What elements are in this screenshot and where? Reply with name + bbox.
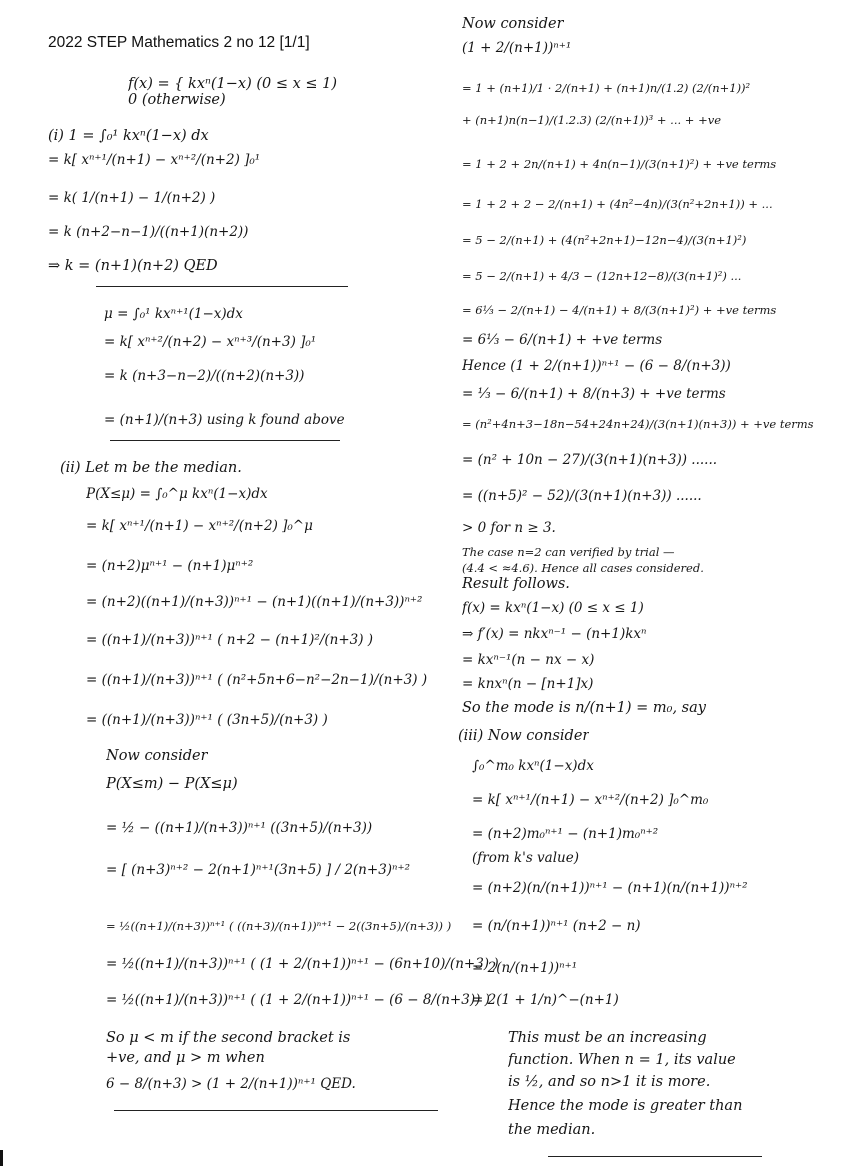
part-ii-line-5: = ((n+1)/(n+3))ⁿ⁺¹ ( n+2 − (n+1)²/(n+3) )	[86, 632, 374, 648]
expansion-heading: Now consider	[462, 16, 564, 32]
mean-line-2: = k[ xⁿ⁺²/(n+2) − xⁿ⁺³/(n+3) ]₀¹	[104, 334, 317, 350]
part-ii-line-2: = k[ xⁿ⁺¹/(n+1) − xⁿ⁺²/(n+2) ]₀^μ	[86, 518, 313, 534]
difference-line-1: = ½ − ((n+1)/(n+3))ⁿ⁺¹ ((3n+5)/(n+3))	[106, 820, 373, 836]
part-i-line-2: = k[ xⁿ⁺¹/(n+1) − xⁿ⁺²/(n+2) ]₀¹	[48, 152, 261, 168]
part-iii-line-3: = (n+2)m₀ⁿ⁺¹ − (n+1)m₀ⁿ⁺²	[472, 826, 659, 842]
hence-line-2: = ⅓ − 6/(n+1) + 8/(n+3) + +ve terms	[462, 386, 726, 402]
page-title: 2022 STEP Mathematics 2 no 12 [1/1]	[48, 34, 310, 51]
expansion-line-3: + (n+1)n(n−1)/(1.2.3) (2/(n+1))³ + ... + +ve	[462, 113, 722, 127]
scan-edge-mark	[0, 1150, 3, 1166]
divider-rule	[114, 1110, 438, 1111]
expansion-line-2: = 1 + (n+1)/1 · 2/(n+1) + (n+1)n/(1.2) (2/(n+1))²	[462, 81, 751, 95]
final-remark-3: is ½, and so n>1 it is more.	[508, 1074, 711, 1090]
result-follows: Result follows.	[462, 576, 570, 592]
difference-line-5: = ½((n+1)/(n+3))ⁿ⁺¹ ( (1 + 2/(n+1))ⁿ⁺¹ − (6 − 8/(n+3)) )	[106, 992, 490, 1008]
conclusion-line-1: So μ < m if the second bracket is	[106, 1030, 351, 1046]
mean-result: = (n+1)/(n+3) using k found above	[104, 412, 345, 428]
final-remark-1: This must be an increasing	[508, 1030, 707, 1046]
part-iii-line-5: = (n+2)(n/(n+1))ⁿ⁺¹ − (n+1)(n/(n+1))ⁿ⁺²	[472, 880, 748, 896]
mean-line-1: μ = ∫₀¹ kxⁿ⁺¹(1−x)dx	[104, 306, 243, 322]
final-remark-2: function. When n = 1, its value	[508, 1052, 736, 1068]
expansion-line-5: = 1 + 2 + 2 − 2/(n+1) + (4n²−4n)/(3(n²+2n+1)) + ...	[462, 197, 773, 211]
part-ii-heading: (ii) Let m be the median.	[60, 460, 242, 476]
mode-line-3: = kxⁿ⁻¹(n − nx − x)	[462, 652, 595, 668]
conclusion-line-2: +ve, and μ > m when	[106, 1050, 265, 1066]
part-iii-line-2: = k[ xⁿ⁺¹/(n+1) − xⁿ⁺²/(n+2) ]₀^m₀	[472, 792, 709, 808]
expansion-line-1: (1 + 2/(n+1))ⁿ⁺¹	[462, 40, 572, 56]
difference-line-3: = ½((n+1)/(n+3))ⁿ⁺¹ ( ((n+3)/(n+1))ⁿ⁺¹ − 2((3n+5)/(n+3)) )	[106, 919, 452, 933]
part-iii-heading: (iii) Now consider	[458, 728, 590, 744]
hence-line-5: = ((n+5)² − 52)/(3(n+1)(n+3)) ......	[462, 488, 702, 504]
hence-line-1: Hence (1 + 2/(n+1))ⁿ⁺¹ − (6 − 8/(n+3))	[462, 358, 731, 374]
divider-rule	[548, 1156, 762, 1157]
divider-rule	[96, 286, 348, 287]
part-iii-line-1: ∫₀^m₀ kxⁿ(1−x)dx	[472, 758, 594, 774]
part-ii-line-4: = (n+2)((n+1)/(n+3))ⁿ⁺¹ − (n+1)((n+1)/(n+3))ⁿ⁺²	[86, 594, 423, 610]
part-iii-line-6: = (n/(n+1))ⁿ⁺¹ (n+2 − n)	[472, 918, 641, 934]
probability-difference: P(X≤m) − P(X≤μ)	[106, 776, 238, 792]
part-i-result-k: ⇒ k = (n+1)(n+2) QED	[48, 258, 218, 274]
pdf-definition-line-2: 0 (otherwise)	[128, 92, 226, 108]
difference-line-2: = [ (n+3)ⁿ⁺² − 2(n+1)ⁿ⁺¹(3n+5) ] / 2(n+3)ⁿ⁺²	[106, 862, 411, 878]
part-ii-line-1: P(X≤μ) = ∫₀^μ kxⁿ(1−x)dx	[86, 486, 268, 502]
divider-rule	[110, 440, 340, 441]
mode-line-4: = knxⁿ(n − [n+1]x)	[462, 676, 594, 692]
now-consider-heading: Now consider	[106, 748, 208, 764]
hence-line-4: = (n² + 10n − 27)/(3(n+1)(n+3)) ......	[462, 452, 718, 468]
expansion-line-6: = 5 − 2/(n+1) + (4(n²+2n+1)−12n−4)/(3(n+1)²)	[462, 233, 747, 247]
part-iii-line-8: = 2(1 + 1/n)^−(n+1)	[472, 992, 619, 1008]
part-i-line-3: = k( 1/(n+1) − 1/(n+2) )	[48, 190, 216, 206]
trial-note-2: (4.4 < ≈4.6). Hence all cases considered.	[462, 561, 704, 575]
part-i-line-4: = k (n+2−n−1)/((n+1)(n+2))	[48, 224, 249, 240]
hence-line-6: > 0 for n ≥ 3.	[462, 520, 556, 536]
part-ii-line-7: = ((n+1)/(n+3))ⁿ⁺¹ ( (3n+5)/(n+3) )	[86, 712, 328, 728]
mode-result: So the mode is n/(n+1) = m₀, say	[462, 700, 706, 716]
expansion-line-9: = 6⅓ − 6/(n+1) + +ve terms	[462, 332, 663, 348]
final-remark-5: the median.	[508, 1122, 596, 1138]
part-i-line-1: (i) 1 = ∫₀¹ kxⁿ(1−x) dx	[48, 128, 209, 144]
trial-note-1: The case n=2 can verified by trial —	[462, 545, 675, 559]
final-remark-4: Hence the mode is greater than	[508, 1098, 743, 1114]
expansion-line-4: = 1 + 2 + 2n/(n+1) + 4n(n−1)/(3(n+1)²) + +ve terms	[462, 157, 777, 171]
expansion-line-8: = 6⅓ − 2/(n+1) − 4/(n+1) + 8/(3(n+1)²) + +ve terms	[462, 303, 777, 317]
mode-line-1: f(x) = kxⁿ(1−x) (0 ≤ x ≤ 1)	[462, 600, 644, 616]
expansion-line-7: = 5 − 2/(n+1) + 4/3 − (12n+12−8)/(3(n+1)²) ...	[462, 269, 742, 283]
part-ii-line-3: = (n+2)μⁿ⁺¹ − (n+1)μⁿ⁺²	[86, 558, 254, 574]
part-iii-line-4: (from k's value)	[472, 850, 579, 866]
pdf-definition-line-1: f(x) = { kxⁿ(1−x) (0 ≤ x ≤ 1)	[128, 76, 338, 92]
part-iii-line-7: = 2(n/(n+1))ⁿ⁺¹	[472, 960, 578, 976]
conclusion-inequality: 6 − 8/(n+3) > (1 + 2/(n+1))ⁿ⁺¹ QED.	[106, 1076, 356, 1092]
mode-line-2: ⇒ f′(x) = nkxⁿ⁻¹ − (n+1)kxⁿ	[462, 626, 647, 642]
part-ii-line-6: = ((n+1)/(n+3))ⁿ⁺¹ ( (n²+5n+6−n²−2n−1)/(n+3) )	[86, 672, 428, 688]
difference-line-4: = ½((n+1)/(n+3))ⁿ⁺¹ ( (1 + 2/(n+1))ⁿ⁺¹ − (6n+10)/(n+3) )	[106, 956, 499, 972]
hence-line-3: = (n²+4n+3−18n−54+24n+24)/(3(n+1)(n+3)) + +ve terms	[462, 417, 814, 431]
mean-line-3: = k (n+3−n−2)/((n+2)(n+3))	[104, 368, 305, 384]
